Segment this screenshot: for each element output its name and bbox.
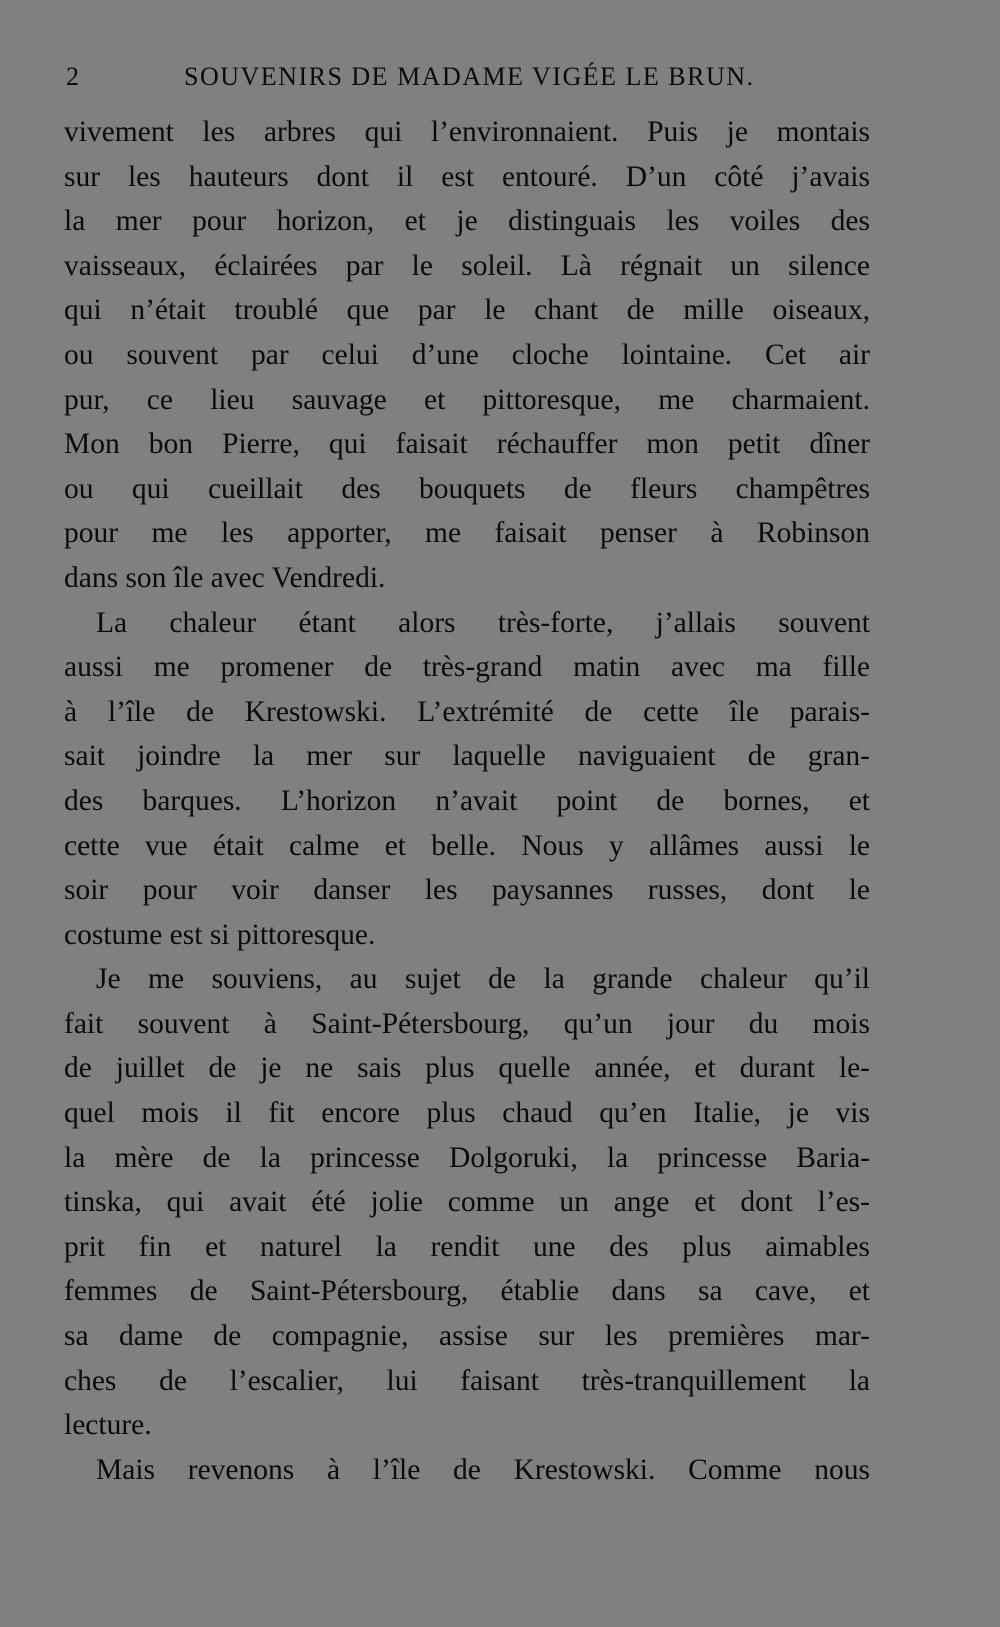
text-line: qui n’était troublé que par le chant de mille oiseaux,	[64, 294, 870, 327]
text-line: ches de l’escalier, lui faisant très-tranquillement la	[64, 1364, 870, 1397]
text-line: vivement les arbres qui l’environnaient. Puis je montais	[64, 116, 870, 148]
text-line: pur, ce lieu sauvage et pittoresque, me charmaient.	[64, 383, 870, 416]
text-line: sur les hauteurs dont il est entouré. D’un côté j’avais	[64, 160, 870, 193]
text-line: pour me les apporter, me faisait penser à Robinson	[64, 517, 870, 550]
text-line: lecture.	[64, 1409, 152, 1442]
text-line: quel mois il fit encore plus chaud qu’en Italie, je vis	[64, 1097, 870, 1130]
text-line: tinska, qui avait été jolie comme un ange et dont l’es-	[64, 1186, 870, 1219]
text-line: ou qui cueillait des bouquets de fleurs champêtres	[64, 472, 870, 505]
text-line: fait souvent à Saint-Pétersbourg, qu’un jour du mois	[64, 1007, 870, 1040]
text-line: Je me souviens, au sujet de la grande chaleur qu’il	[96, 963, 870, 996]
body-text	[64, 110, 870, 1492]
text-line: costume est si pittoresque.	[64, 918, 376, 951]
page-number: 2	[66, 62, 80, 91]
text-line: femmes de Saint-Pétersbourg, établie dans sa cave, et	[64, 1275, 870, 1308]
text-line: la mer pour horizon, et je distinguais les voiles des	[64, 205, 870, 238]
text-line: sait joindre la mer sur laquelle naviguaient de gran-	[64, 740, 870, 773]
text-line: à l’île de Krestowski. L’extrémité de cette île parais-	[64, 695, 870, 728]
text-line: ou souvent par celui d’une cloche lointaine. Cet air	[64, 338, 870, 371]
running-title: SOUVENIRS DE MADAME VIGÉE LE BRUN.	[184, 62, 755, 91]
text-line: vaisseaux, éclairées par le soleil. Là régnait un silence	[64, 249, 870, 282]
text-line: la mère de la princesse Dolgoruki, la princesse Baria-	[64, 1141, 870, 1174]
text-line: de juillet de je ne sais plus quelle année, et durant le-	[64, 1052, 870, 1085]
page-header	[66, 62, 872, 102]
text-line: dans son île avec Vendredi.	[64, 561, 386, 594]
text-line: aussi me promener de très-grand matin avec ma fille	[64, 651, 870, 684]
text-line: des barques. L’horizon n’avait point de bornes, et	[64, 784, 870, 817]
text-line: prit fin et naturel la rendit une des plus aimables	[64, 1230, 870, 1263]
text-line: sa dame de compagnie, assise sur les premières mar-	[64, 1320, 870, 1353]
text-line: La chaleur étant alors très-forte, j’allais souvent	[96, 606, 870, 639]
text-line: Mon bon Pierre, qui faisait réchauffer mon petit dîner	[64, 428, 870, 461]
text-line: Mais revenons à l’île de Krestowski. Comme nous	[96, 1453, 870, 1486]
text-line: cette vue était calme et belle. Nous y allâmes aussi le	[64, 829, 870, 862]
text-line: soir pour voir danser les paysannes russes, dont le	[64, 874, 870, 907]
